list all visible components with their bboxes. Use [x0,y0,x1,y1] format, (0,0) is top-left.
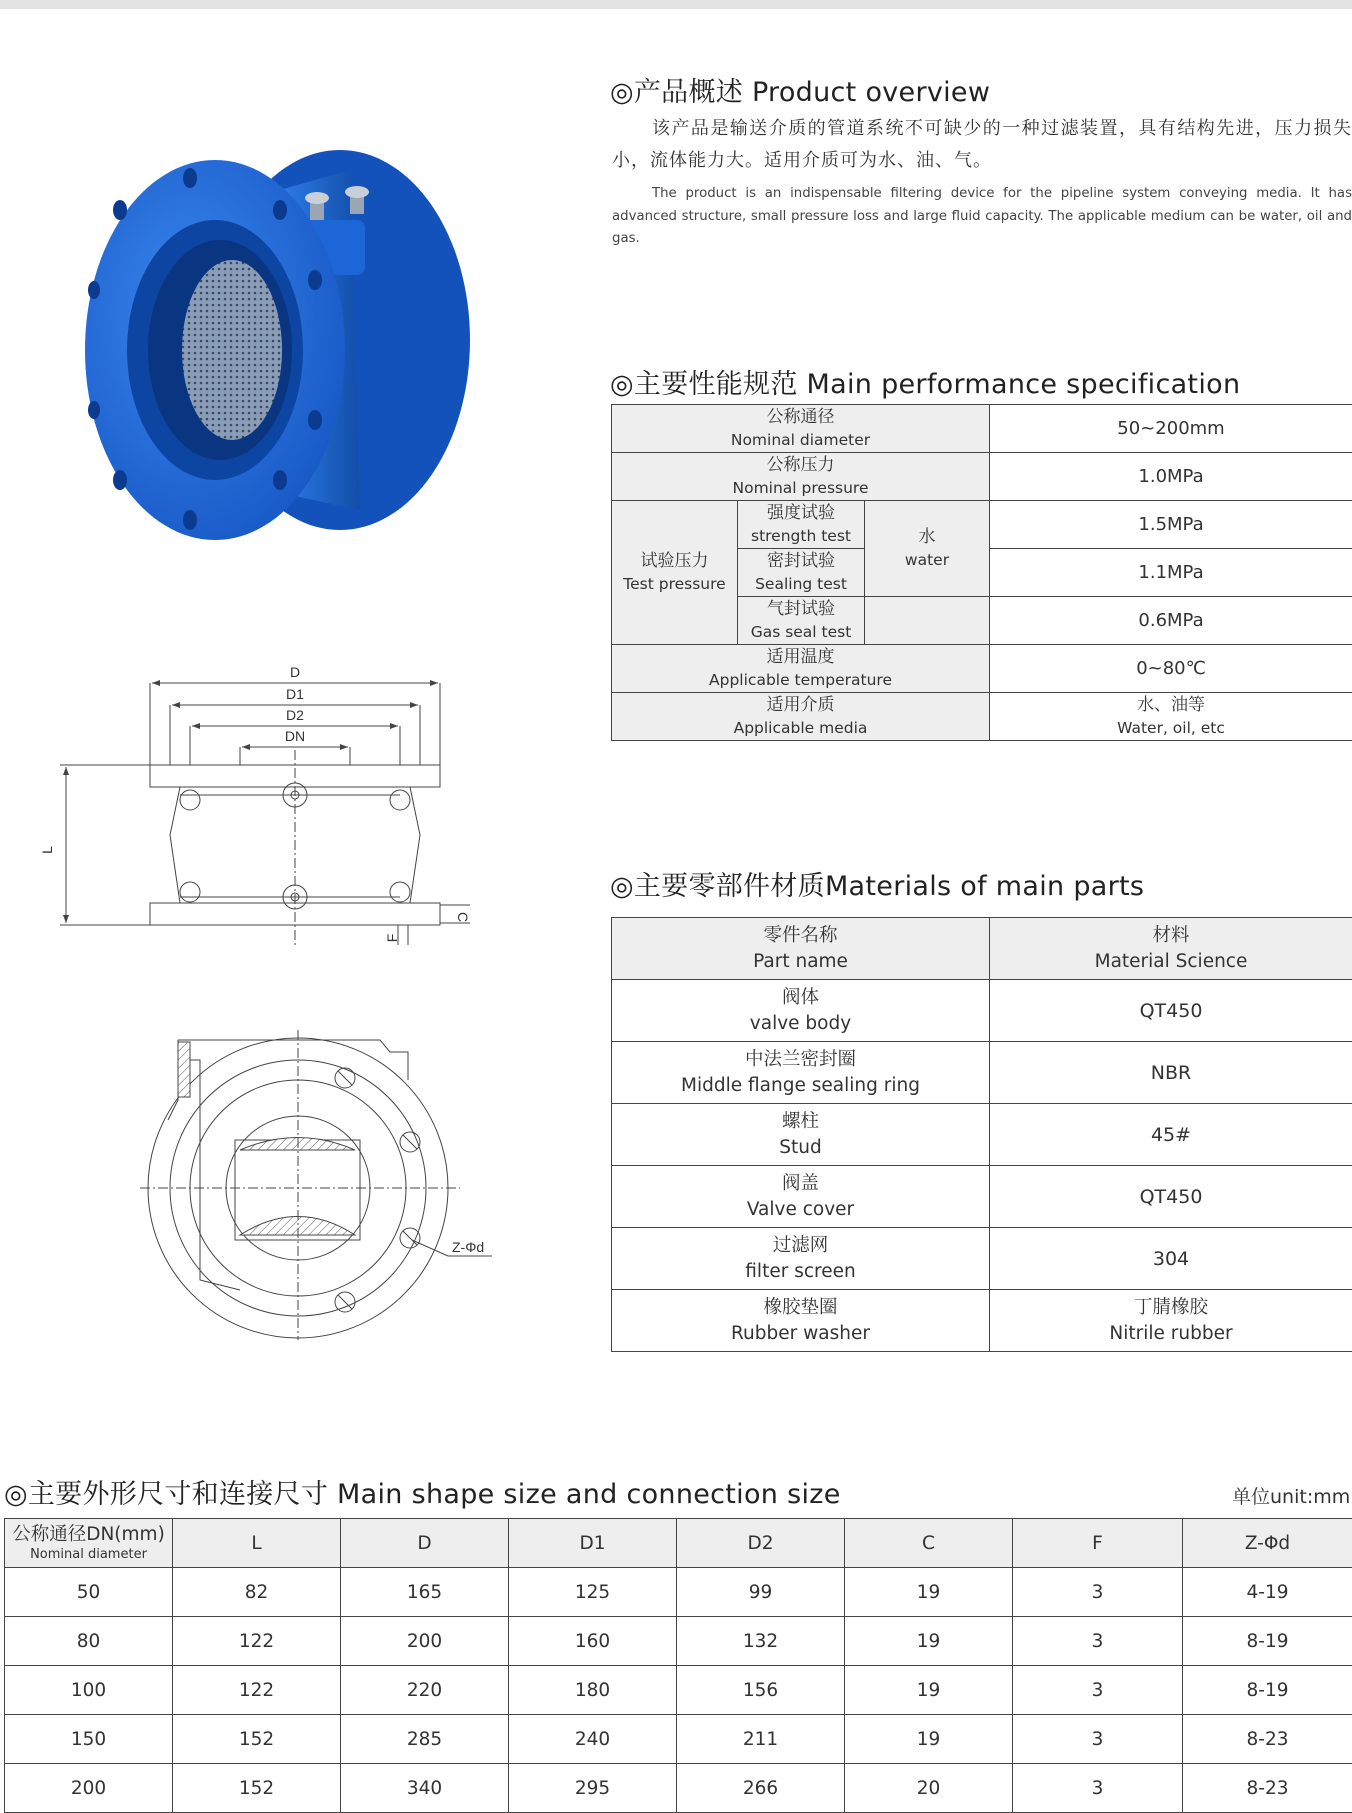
cell: 3 [1013,1764,1183,1813]
parts-header-material: 材料 Material Science [990,918,1352,980]
spec-value-media: 水、油等 Water, oil, etc [990,693,1352,741]
part-material: NBR [990,1042,1352,1104]
part-name: 橡胶垫圈 Rubber washer [612,1290,990,1352]
spec-label-sealing-test: 密封试验 Sealing test [738,549,865,597]
spec-row-nominal-diameter [612,405,1352,453]
dimensions-header-F: F [1013,1519,1183,1568]
cell: 122 [173,1617,341,1666]
dimensions-header-D: D [341,1519,509,1568]
cell: 3 [1013,1617,1183,1666]
cell: 211 [677,1715,845,1764]
spec-label-temperature: 适用温度 Applicable temperature [612,645,990,693]
spec-value-gas-seal-test: 0.6MPa [990,597,1352,645]
cell: 100 [5,1666,173,1715]
cell: 8-23 [1183,1764,1352,1813]
label-Z-phi-d: Z-Φd [452,1239,485,1255]
parts-row [612,1042,1352,1104]
table-row [5,1715,1352,1764]
dimensions-header-Z: Z-Φd [1183,1519,1352,1568]
part-name: 阀盖 Valve cover [612,1166,990,1228]
cell: 122 [173,1666,341,1715]
spec-table [611,404,1352,741]
spec-row-media [612,693,1352,741]
spec-label-test-pressure: 试验压力 Test pressure [612,501,738,645]
dimensions-header-row [5,1519,1352,1568]
cell: 99 [677,1568,845,1617]
table-row [5,1666,1352,1715]
parts-row [612,1104,1352,1166]
dimensions-header-D1: D1 [509,1519,677,1568]
dimensions-title: ◎主要外形尺寸和连接尺寸 Main shape size and connection size [4,1479,841,1510]
label-C: C [455,911,471,923]
cell: 3 [1013,1666,1183,1715]
side-dimension-drawing [40,655,480,945]
part-material: 45# [990,1104,1352,1166]
dimensions-header-L: L [173,1519,341,1568]
cell: 285 [341,1715,509,1764]
part-name: 螺柱 Stud [612,1104,990,1166]
cell: 8-19 [1183,1617,1352,1666]
cell: 180 [509,1666,677,1715]
product-photo [60,140,480,580]
label-D1: D1 [286,686,304,702]
cell: 200 [5,1764,173,1813]
spec-empty-cell [865,597,990,645]
overview-title: ◎产品概述 Product overview [610,77,991,108]
spec-label-nominal-diameter: 公称通径 Nominal diameter [612,405,990,453]
front-section-drawing [140,1030,510,1340]
spec-title: ◎主要性能规范 Main performance specification [610,369,1241,400]
cell: 220 [341,1666,509,1715]
part-material: 丁腈橡胶 Nitrile rubber [990,1290,1352,1352]
part-name: 阀体 valve body [612,980,990,1042]
spec-row-strength-test [612,501,1352,549]
parts-row [612,980,1352,1042]
parts-table [611,917,1352,1352]
label-D: D [289,664,301,680]
cell: 19 [845,1617,1013,1666]
cell: 240 [509,1715,677,1764]
spec-value-temperature: 0~80℃ [990,645,1352,693]
unit-label: 单位unit:mm [1232,1486,1351,1508]
cell: 150 [5,1715,173,1764]
overview-text-en: The product is an indispensable filtering device for the pipeline system conveying media. It has advanced structure, small pressure loss and large fluid capacity. The applicable medium can be water, oil and gas. [612,186,1352,246]
cell: 19 [845,1666,1013,1715]
label-DN: DN [284,728,306,744]
overview-text-cn: 该产品是输送介质的管道系统不可缺少的一种过滤装置，具有结构先进，压力损失小，流体能力大。适用介质可为水、油、气。 [612,118,1352,171]
cell: 20 [845,1764,1013,1813]
parts-row [612,1166,1352,1228]
spec-label-gas-seal-test: 气封试验 Gas seal test [738,597,865,645]
spec-label-nominal-pressure: 公称压力 Nominal pressure [612,453,990,501]
cell: 156 [677,1666,845,1715]
cell: 295 [509,1764,677,1813]
parts-title: ◎主要零部件材质Materials of main parts [610,871,1145,902]
cell: 340 [341,1764,509,1813]
cell: 125 [509,1568,677,1617]
spec-label-water: 水 water [865,501,990,597]
cell: 160 [509,1617,677,1666]
cell: 3 [1013,1568,1183,1617]
table-row [5,1617,1352,1666]
cell: 50 [5,1568,173,1617]
dimensions-table [4,1518,1352,1813]
part-material: QT450 [990,980,1352,1042]
table-row [5,1764,1352,1813]
cell: 132 [677,1617,845,1666]
spec-value-nominal-diameter: 50~200mm [990,405,1352,453]
spec-row-temperature [612,645,1352,693]
cell: 152 [173,1715,341,1764]
spec-row-nominal-pressure [612,453,1352,501]
label-D2: D2 [286,707,304,723]
spec-value-sealing-test: 1.1MPa [990,549,1352,597]
dimensions-header-D2: D2 [677,1519,845,1568]
table-row [5,1568,1352,1617]
cell: 82 [173,1568,341,1617]
part-name: 过滤网 filter screen [612,1228,990,1290]
cell: 19 [845,1568,1013,1617]
spec-value-strength-test: 1.5MPa [990,501,1352,549]
parts-row [612,1228,1352,1290]
parts-header-name: 零件名称 Part name [612,918,990,980]
parts-header-row [612,918,1352,980]
cell: 266 [677,1764,845,1813]
cell: 8-23 [1183,1715,1352,1764]
cell: 4-19 [1183,1568,1352,1617]
dimensions-header-C: C [845,1519,1013,1568]
dimensions-header-nominal: 公称通径DN(mm) Nominal diameter [5,1519,173,1568]
cell: 3 [1013,1715,1183,1764]
cell: 19 [845,1715,1013,1764]
cell: 8-19 [1183,1666,1352,1715]
cell: 165 [341,1568,509,1617]
top-bar [0,0,1352,9]
cell: 152 [173,1764,341,1813]
spec-label-strength-test: 强度试验 strength test [738,501,865,549]
cell: 200 [341,1617,509,1666]
spec-label-media: 适用介质 Applicable media [612,693,990,741]
part-material: 304 [990,1228,1352,1290]
spec-value-nominal-pressure: 1.0MPa [990,453,1352,501]
cell: 80 [5,1617,173,1666]
part-material: QT450 [990,1166,1352,1228]
label-F: F [384,933,400,943]
parts-row [612,1290,1352,1352]
label-L: L [39,846,55,854]
part-name: 中法兰密封圈 Middle flange sealing ring [612,1042,990,1104]
